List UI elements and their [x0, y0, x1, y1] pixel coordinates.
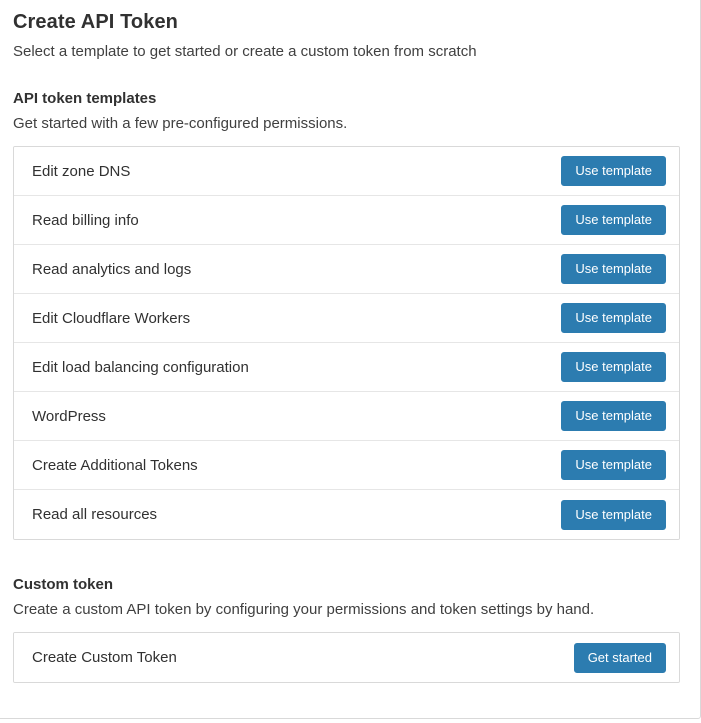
template-name: Read billing info [32, 211, 139, 229]
template-name: Read all resources [32, 506, 158, 523]
use-template-button[interactable]: Use template [561, 156, 666, 186]
table-row [14, 245, 679, 294]
get-started-button[interactable]: Get started [574, 643, 666, 673]
template-name: Create Additional Tokens [32, 456, 198, 474]
template-name: Read analytics and logs [32, 260, 192, 278]
use-template-button[interactable]: Use template [561, 254, 666, 284]
custom-token-description: Create a custom API token by configuring your permissions and token settings by hand. [13, 601, 595, 618]
template-name: Edit load balancing configuration [32, 358, 249, 376]
table-row [14, 392, 679, 441]
table-row [14, 633, 679, 682]
table-row [14, 294, 679, 343]
custom-token-heading: Custom token [13, 576, 114, 593]
template-name: WordPress [32, 407, 106, 425]
use-template-button[interactable]: Use template [561, 500, 666, 530]
custom-token-table [13, 632, 680, 683]
table-row [14, 147, 679, 196]
table-row [14, 196, 679, 245]
template-name: Edit zone DNS [32, 162, 131, 180]
use-template-button[interactable]: Use template [561, 303, 666, 333]
page-title: Create API Token [13, 11, 178, 33]
use-template-button[interactable]: Use template [561, 205, 666, 235]
table-row [14, 490, 679, 539]
use-template-button[interactable]: Use template [561, 352, 666, 382]
api-token-templates-table [13, 146, 680, 540]
templates-section-description: Get started with a few pre-configured permissions. [13, 115, 348, 132]
use-template-button[interactable]: Use template [561, 450, 666, 480]
custom-token-name: Create Custom Token [32, 649, 177, 666]
table-row [14, 441, 679, 490]
templates-section-heading: API token templates [13, 90, 157, 107]
use-template-button[interactable]: Use template [561, 401, 666, 431]
custom-token-section [13, 576, 680, 683]
page-subtitle: Select a template to get started or create a custom token from scratch [13, 43, 477, 60]
template-name: Edit Cloudflare Workers [32, 309, 191, 327]
table-row [14, 343, 679, 392]
